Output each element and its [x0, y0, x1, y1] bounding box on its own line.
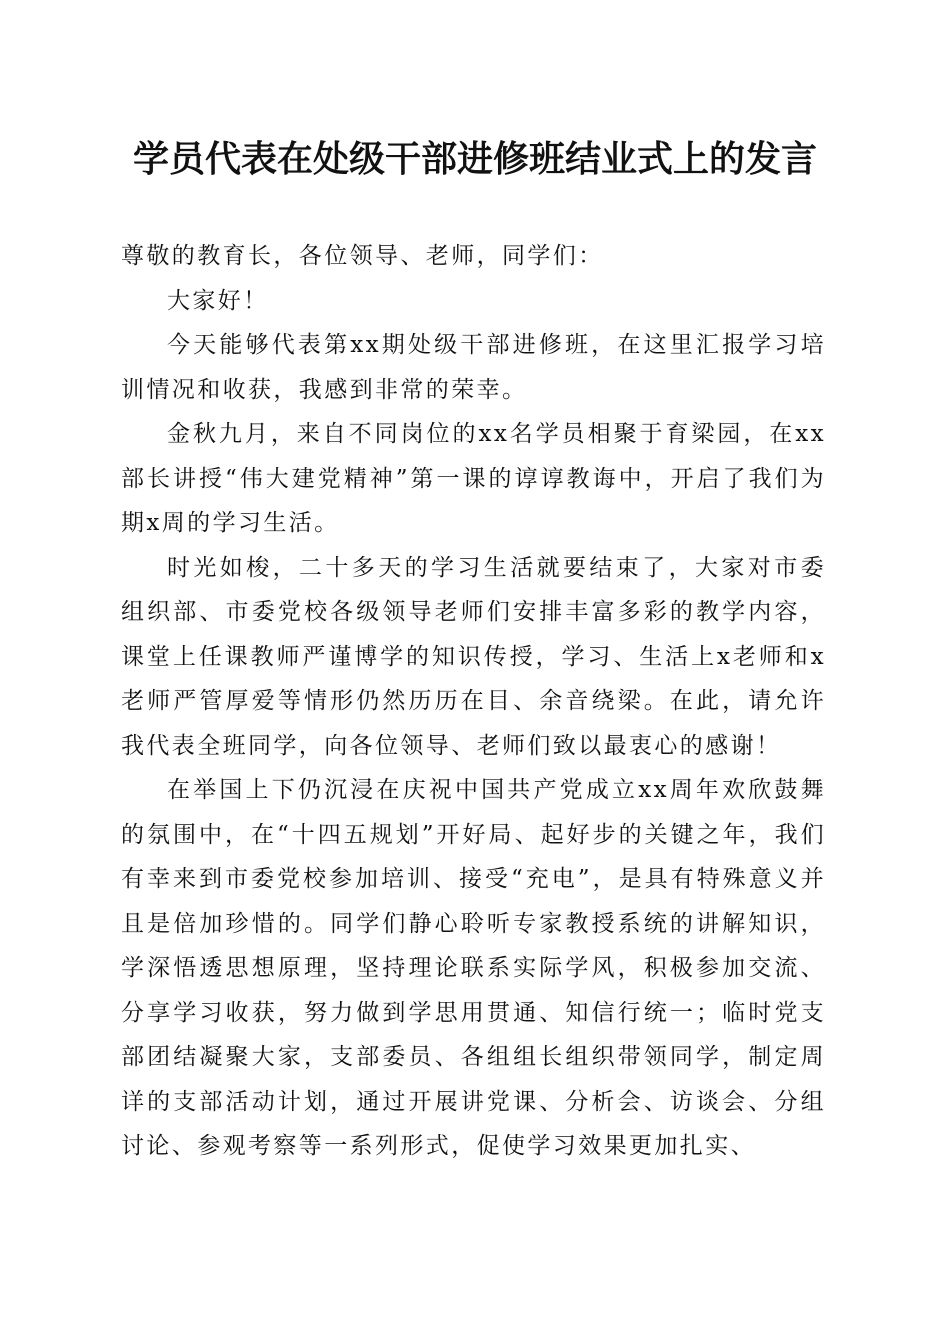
document-title: 学员代表在处级干部进修班结业式上的发言: [132, 138, 817, 180]
paragraph-greeting: 大家好！: [167, 287, 269, 314]
paragraph-opening: 今天能够代表第xx期处级干部进修班，在这里汇报学习培训情况和收获，我感到非常的荣幸。: [121, 332, 826, 403]
document-body: [121, 234, 826, 1169]
paragraph-autumn: 金秋九月，来自不同岗位的xx名学员相聚于育梁园，在xx部长讲授“伟大建党精神”第一课的谆谆教诲中，开启了我们为期x周的学习生活。: [121, 421, 826, 536]
paragraph-significance: 在举国上下仍沉浸在庆祝中国共产党成立xx周年欢欣鼓舞的氛围中，在“十四五规划”开好局、起好步的关键之年，我们有幸来到市委党校参加培训、接受“充电”，是具有特殊意义并且是倍加珍惜的。同学们静心聆听专家教授系统的讲解知识，学深悟透思想原理，坚持理论联系实际学风，积极参加交流、分享学习收获，努力做到学思用贯通、知信行统一；临时党支部团结凝聚大家，支部委员、各组组长组织带领同学，制定周详的支部活动计划，通过开展讲党课、分析会、访谈会、分组讨论、参观考察等一系列形式，促使学习效果更加扎实、: [121, 777, 826, 1159]
salutation: 尊敬的教育长，各位领导、老师，同学们：: [121, 243, 604, 269]
paragraph-thanks: 时光如梭，二十多天的学习生活就要结束了，大家对市委组织部、市委党校各级领导老师们安排丰富多彩的教学内容，课堂上任课教师严谨博学的知识传授，学习、生活上x老师和x老师严管厚爱等情形仍然历历在目、余音绕梁。在此，请允许我代表全班同学，向各位领导、老师们致以最衷心的感谢！: [121, 554, 826, 759]
